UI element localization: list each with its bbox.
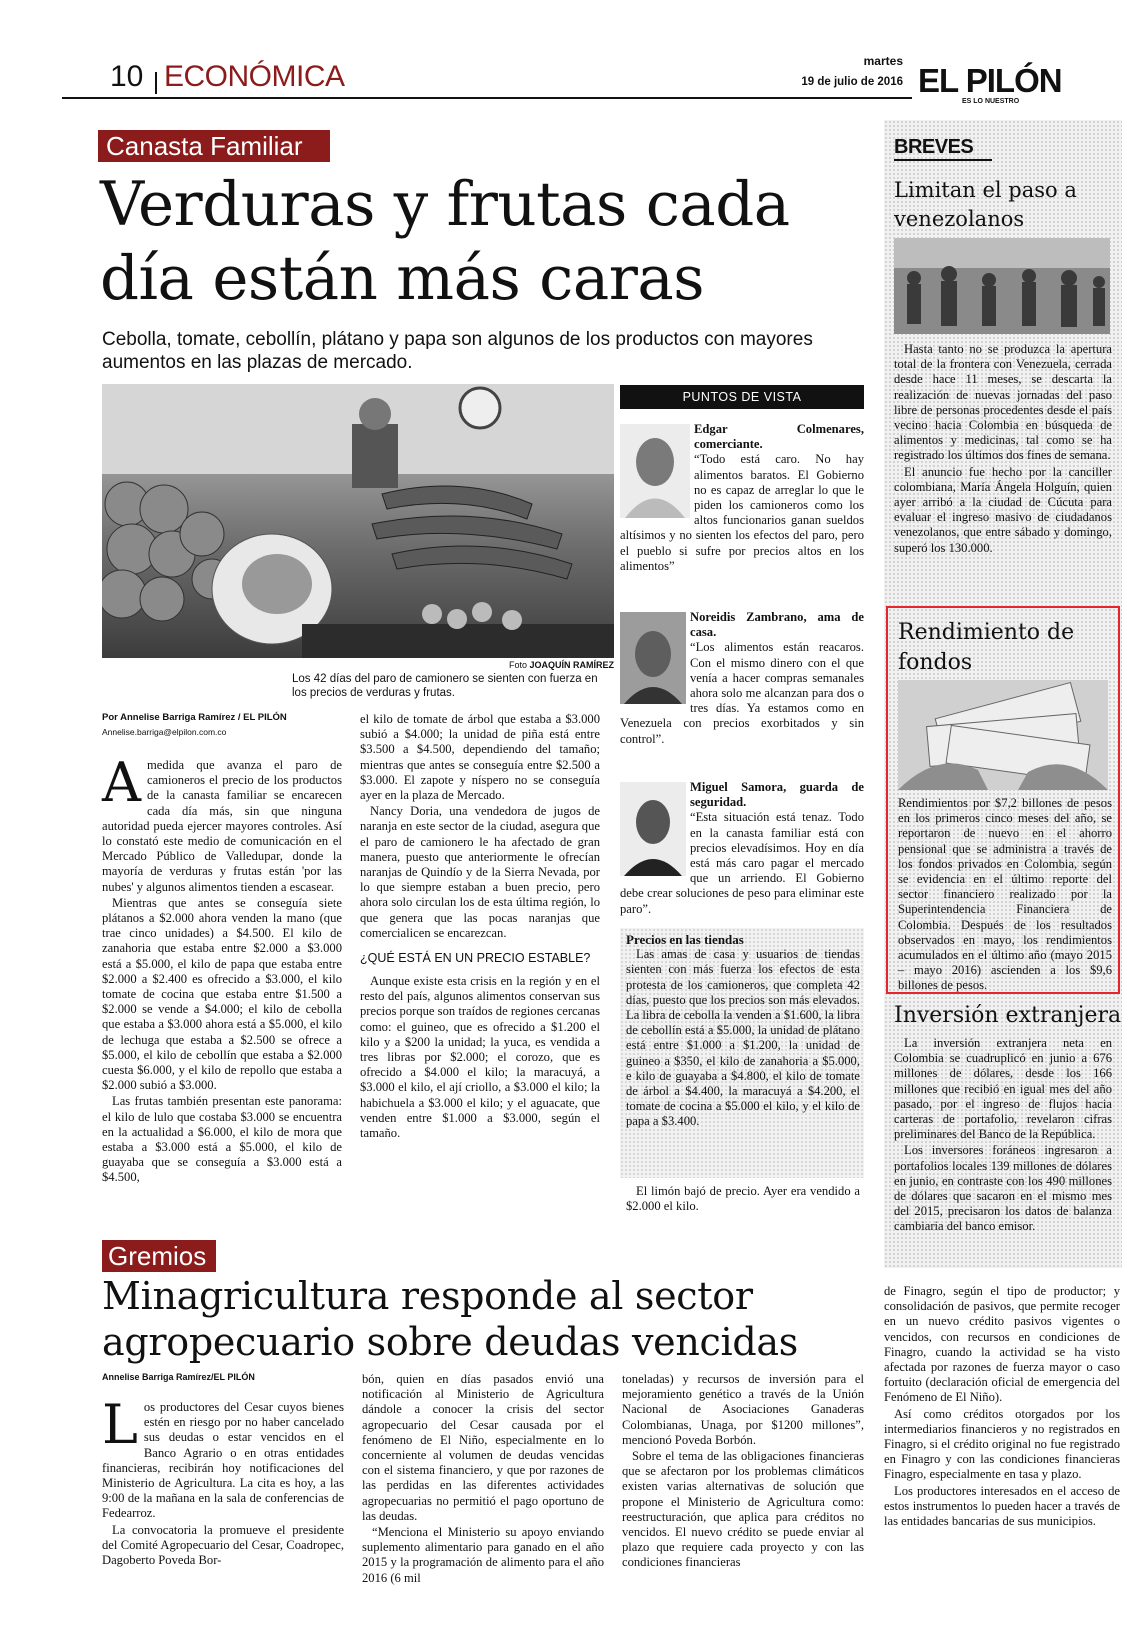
main-headline-line1: Verduras y frutas cada	[100, 169, 790, 240]
second-col3	[622, 1372, 864, 1572]
breve1-p1: Hasta tanto no se produzca la apertura total de la frontera con Venezuela, cerrada desde hace 11 meses, se descarta la realización de nuevas jornadas del paso libre de personas procedentes desde el país vecino hacia Colombia en búsqueda de alimentos y medicinas, tal como se ha registrado los últimos dos fines de semana.	[894, 342, 1112, 463]
section-tag-canasta: Canasta Familiar	[98, 130, 330, 162]
pov-entry-3	[620, 780, 864, 917]
breve1-text	[894, 342, 1112, 557]
main-col2-subhead: ¿QUÉ ESTÁ EN UN PRECIO ESTABLE?	[360, 951, 591, 966]
pov-quote-2: “Los alimentos están reacaros. Con el mismo dinero con el que venía a hacer compras semanales ahora solo me alcanzan para dos o tres días. Ya estamos como en Venezuela con precios exorbitados y sin control”.	[620, 640, 864, 746]
main-col2-p3: Aunque existe esta crisis en la región y en el resto del país, algunos alimentos conservan sus precios porque son traídos de regiones cercanas como: el guineo, que es ofrecido a $1.200 el kilo y a $200 la unidad; la yuca, es vendida a tres libras por $2.000; el corozo, que es ofrecido a $4.000 el kilo; la maracuyá, a $3.000 el kilo, el ají criollo, a $3.000 el kilo; la habichuela a $3.000 el kilo; y el aguacate, que venden entre $1.000 a $3.000, según el tamaño.	[360, 974, 600, 1141]
second-col4-p3: Los productores interesados en el acceso de estos instrumentos lo pueden hacer a través de las entidades bancarias de sus municipios.	[884, 1483, 1120, 1529]
money-photo	[898, 680, 1108, 790]
main-col2	[360, 712, 600, 1142]
tiendas-subhead: Precios en las tiendas	[626, 932, 744, 947]
pov-name-1: Edgar Colmenares, comerciante.	[694, 422, 864, 452]
photo-credit	[480, 660, 614, 670]
breve2-text	[898, 796, 1112, 995]
header-date: 19 de julio de 2016	[801, 76, 903, 88]
breve3-title: Inversión extranjera	[894, 1003, 1122, 1028]
second-col4-p2: Así como créditos otorgados por los intermediarios financieros y no registrados en Finagro, si el crédito original no fue registrado en Finagro y con las condiciones financieras Finagro, especialmente en tasa y plazo.	[884, 1406, 1120, 1482]
pov-quote-3: “Esta situación está tenaz. Todo en la canasta familiar está con precios elevadísimos. Hoy en día está más caro pagar el mercado que un arriendo. El Gobierno debe crear soluciones de peso para eliminar este paro”.	[620, 810, 864, 916]
page-number: 10	[110, 60, 144, 93]
market-photo-illustration	[102, 384, 614, 658]
pov-quote-1: “Todo está caro. No hay alimentos baratos. El Gobierno no es capaz de arreglar lo que le piden los camioneros como los altos funcionarios ganan sueldos altísimos y no sienten los efectos del paro, pero el pueblo si sufre por precios altos en los alimentos”	[620, 452, 864, 573]
breve1-p2: El anuncio fue hecho por la canciller colombiana, María Ángela Holguín, quien ayer arribó a la ciudad de Cúcuta para evaluar el ingreso masivo de ciudadanos venezolanos, que entre sábado y domingo, superó los 130.000.	[894, 464, 1112, 555]
breves-label-rule	[894, 159, 992, 161]
main-byline: Por Annelise Barriga Ramírez / EL PILÓN	[102, 712, 287, 723]
main-col1-p2: Mientras que antes se conseguía siete plátanos a $2.000 ahora venden la mano (que trae cinco unidades) a $4.500. El kilo de zanahoria que estaba entre $2.000 a $3.000 está a $5.000, el kilo de papa que estaba entre $2.000 a $2.400 es ofrecido a $3.000, el kilo tomate de cocina que estaba entre $1.500 a $2.000 se vende a $4.000; el kilo de cebolla que estaba a $3.000 ahora está a $5.000, el kilo de lechuga que estaba a $2.500 se ofrece a $5.000, el kilo de cebollín que estaba a $2.000 cuesta $6.000, y el kilo de repollo que estaba a $2.000 subió a $3.000.	[102, 895, 342, 1093]
second-col4-p1: de Finagro, según el tipo de productor; y consolidación de pasivos, que permite recoger en un nuevo crédito pasivos vigentes o vencidos, con recursos en condiciones de Finagro, cuando la actividad se ha visto afectada por razones de fuerza mayor o caso fortuito (declaración oficial de emergencia del Fenómeno de El Niño).	[884, 1284, 1120, 1405]
tiendas-text	[626, 932, 860, 1131]
second-col1	[102, 1393, 344, 1569]
header-rule	[62, 97, 912, 99]
pov-entry-1	[620, 422, 864, 574]
second-col2-p2: “Menciona el Ministerio su apoyo enviando suplemento alimentario para ganado en el año 2015 y la programación de alimento para el año 2016 (6 mil	[362, 1525, 604, 1585]
tiendas-p2: El limón bajó de precio. Ayer era vendido a $2.000 el kilo.	[626, 1184, 860, 1214]
breve2-title: Rendimiento de fondos	[898, 620, 1075, 675]
main-col1	[102, 751, 342, 1187]
second-col3-p2: Sobre el tema de las obligaciones financieras que se afectaron por los problemas climáticos existen varias alternativas de solución que propone el Ministerio de Agricultura como: reestructuración, que aplica para créditos no vencidos. El nuevo crédito se puede enviar al plazo que requiere cada proyecto y con las condiciones financieras	[622, 1449, 864, 1570]
second-col2	[362, 1372, 604, 1587]
second-headline-line2: agropecuario sobre deudas vencidas	[102, 1320, 798, 1364]
photo-caption: Los 42 días del paro de camionero se sienten con fuerza en los precios de verduras y frutas.	[292, 673, 598, 699]
crowd-illustration	[894, 238, 1110, 334]
pov-title-bar: PUNTOS DE VISTA	[620, 385, 864, 409]
second-dropcap: L	[102, 1393, 138, 1456]
tiendas-closing	[626, 1184, 860, 1215]
header-divider	[155, 72, 157, 94]
venezuela-border-photo	[894, 238, 1110, 334]
main-headline-line2: día están más caras	[100, 243, 705, 314]
tiendas-p1: Las amas de casa y usuarios de tiendas sienten con más fuerza los efectos de esta protesta de los camioneros, que completa 42 días, puesto que los precios son más elevados. La libra de cebolla la venden a $1.600, la libra de cebollín está a $5.000, la unidad de plátano está entre $1.000 a $1.200, la unidad de guineo a $350, el kilo de zanahoria a $5.000, e kilo de guayaba a $4.800, el kilo de tomate de árbol a $4.400, la maracuyá a $4.200, el tomate de cocina a $5.000 el kilo, y el kilo de papa a $3.400.	[626, 947, 860, 1129]
section-name: ECONÓMICA	[164, 60, 345, 93]
main-col2-p1: el kilo de tomate de árbol que estaba a $3.000 subió a $4.000; la unidad de piña está entre $3.500 a $4.500, dependiendo del tamaño; mientras que antes se conseguía entre $2.500 a $3.000. El zapote y níspero no se conseguía ayer en la plaza de Mercado.	[360, 712, 600, 803]
main-dropcap: A	[102, 751, 141, 814]
newspaper-logo: EL PILÓN	[918, 62, 1062, 99]
second-col2-p1: bón, quien en días pasados envió una notificación al Ministerio de Agricultura dándole a conocer la crisis del sector agropecuario del Cesar causada por el fenómeno de El Niño, especialmente en lo concerniente al volumen de deudas vencidas con el sistema financiero, y que por razones de las perdidas en las diferentes actividades agropecuarias no permitió el pago oportuno de las deudas.	[362, 1372, 604, 1523]
section-tag-gremios: Gremios	[102, 1240, 216, 1272]
market-photo	[102, 384, 614, 658]
second-headline-line1: Minagricultura responde al sector	[102, 1274, 753, 1318]
breve3-text	[894, 1036, 1112, 1236]
second-col3-p1: toneladas) y recursos de inversión para el mejoramiento genético a través de la Unión Nacional de Asociaciones Ganaderas Colombianas, Unaga, por $1200 millones”, mencionó Poveda Borbón.	[622, 1372, 864, 1447]
main-col1-p3: Las frutas también presentan este panorama: el kilo de lulo que costaba $3.000 se encuentra en la actualidad a $6.000, el kilo de mora que estaba a $3.000 está a $5.000, el kilo de guayaba que se conseguía a $3.000 está a $4.500,	[102, 1094, 342, 1185]
breve3-p2: Los inversores foráneos ingresaron a portafolios locales 139 millones de dólares en junio, en contraste con los 490 millones de dólares que sacaron en el mismo mes del 2015, precisaron los datos de balanza cambiaria del banco emisor.	[894, 1143, 1112, 1234]
header-day: martes	[863, 54, 903, 68]
pov-name-2: Noreidis Zambrano, ama de casa.	[690, 610, 864, 640]
breve1-title: Limitan el paso a venezolanos	[894, 178, 1077, 231]
main-email[interactable]: Annelise.barriga@elpilon.com.co	[102, 727, 227, 737]
second-byline: Annelise Barriga Ramírez/EL PILÓN	[102, 1372, 255, 1382]
logo-tagline: ES LO NUESTRO	[962, 98, 1020, 105]
breve2-p1: Rendimientos por $7,2 billones de pesos en los primeros cinco meses del año, se reportaron de nuevo en el ahorro pensional que se administra a través de los fondos privados en Colombia, según se evidencia en el último reporte del sector financiero realizado por la Superintendencia Financiera de Colombia. Después de los resultados observados en mayo, los rendimientos acumulados en el último año (mayo 2015 – mayo 2016) ascienden a los $9,6 billones de pesos.	[898, 796, 1112, 993]
second-col1-p2: La convocatoria la promueve el presidente del Comité Agropecuario del Cesar, Coadropec, Dagoberto Poveda Bor-	[102, 1522, 344, 1568]
photo-credit-label: Foto	[508, 660, 527, 670]
pov-entry-2	[620, 610, 864, 747]
main-subhead: Cebolla, tomate, cebollín, plátano y papa son algunos de los productos con mayores aumentos en las plazas de mercado.	[102, 329, 813, 373]
banknotes-illustration	[898, 680, 1108, 790]
main-col2-p2: Nancy Doria, una vendedora de jugos de naranja en este sector de la ciudad, asegura que el paro de camionero le ha afectado de gran manera, puesto que anteriormente le ofrecían naranjas de Quindío y de la Sierra Nevada, por lo que siempre estaban a buen precio, pero ahora solo circulan los de esta última región, lo que genera que las pocas naranjas que comercialicen se encarezcan.	[360, 804, 600, 940]
breves-label: BREVES	[894, 136, 974, 158]
second-col1-p1: os productores del Cesar cuyos bienes estén en riesgo por no haber cancelado sus deudas o estar vencidos en el Banco Agrario o en otras entidades financieras, recibirán hoy notificaciones del Ministerio de Agricultura. La cita es hoy, a las 9:00 de la mañana en la sala de conferencias de Fedearroz.	[102, 1400, 344, 1521]
main-col1-p1: medida que avanza el paro de camioneros el precio de los productos de la canasta familiar se encarecen cada día más, sin que ninguna autoridad pueda ejercer mayores controles. Así lo constató este medio de comunicación en el Mercado Público de Valledupar, donde la mayoría de verduras y frutas están 'por las nubes' y algunos alimentos tienden a escasear.	[102, 758, 342, 894]
photo-credit-name: JOAQUÍN RAMÍREZ	[529, 660, 614, 670]
second-col4	[884, 1284, 1120, 1530]
breve3-p1: La inversión extranjera neta en Colombia se cuadruplicó en junio a 676 millones de dólares, desde los 166 millones que recibió en igual mes del año pasado, por el ingreso de flujos hacia carteras de portafolio, revelaron cifras preliminares del Banco de la República.	[894, 1036, 1112, 1142]
pov-name-3: Miguel Samora, guarda de seguridad.	[690, 780, 864, 810]
